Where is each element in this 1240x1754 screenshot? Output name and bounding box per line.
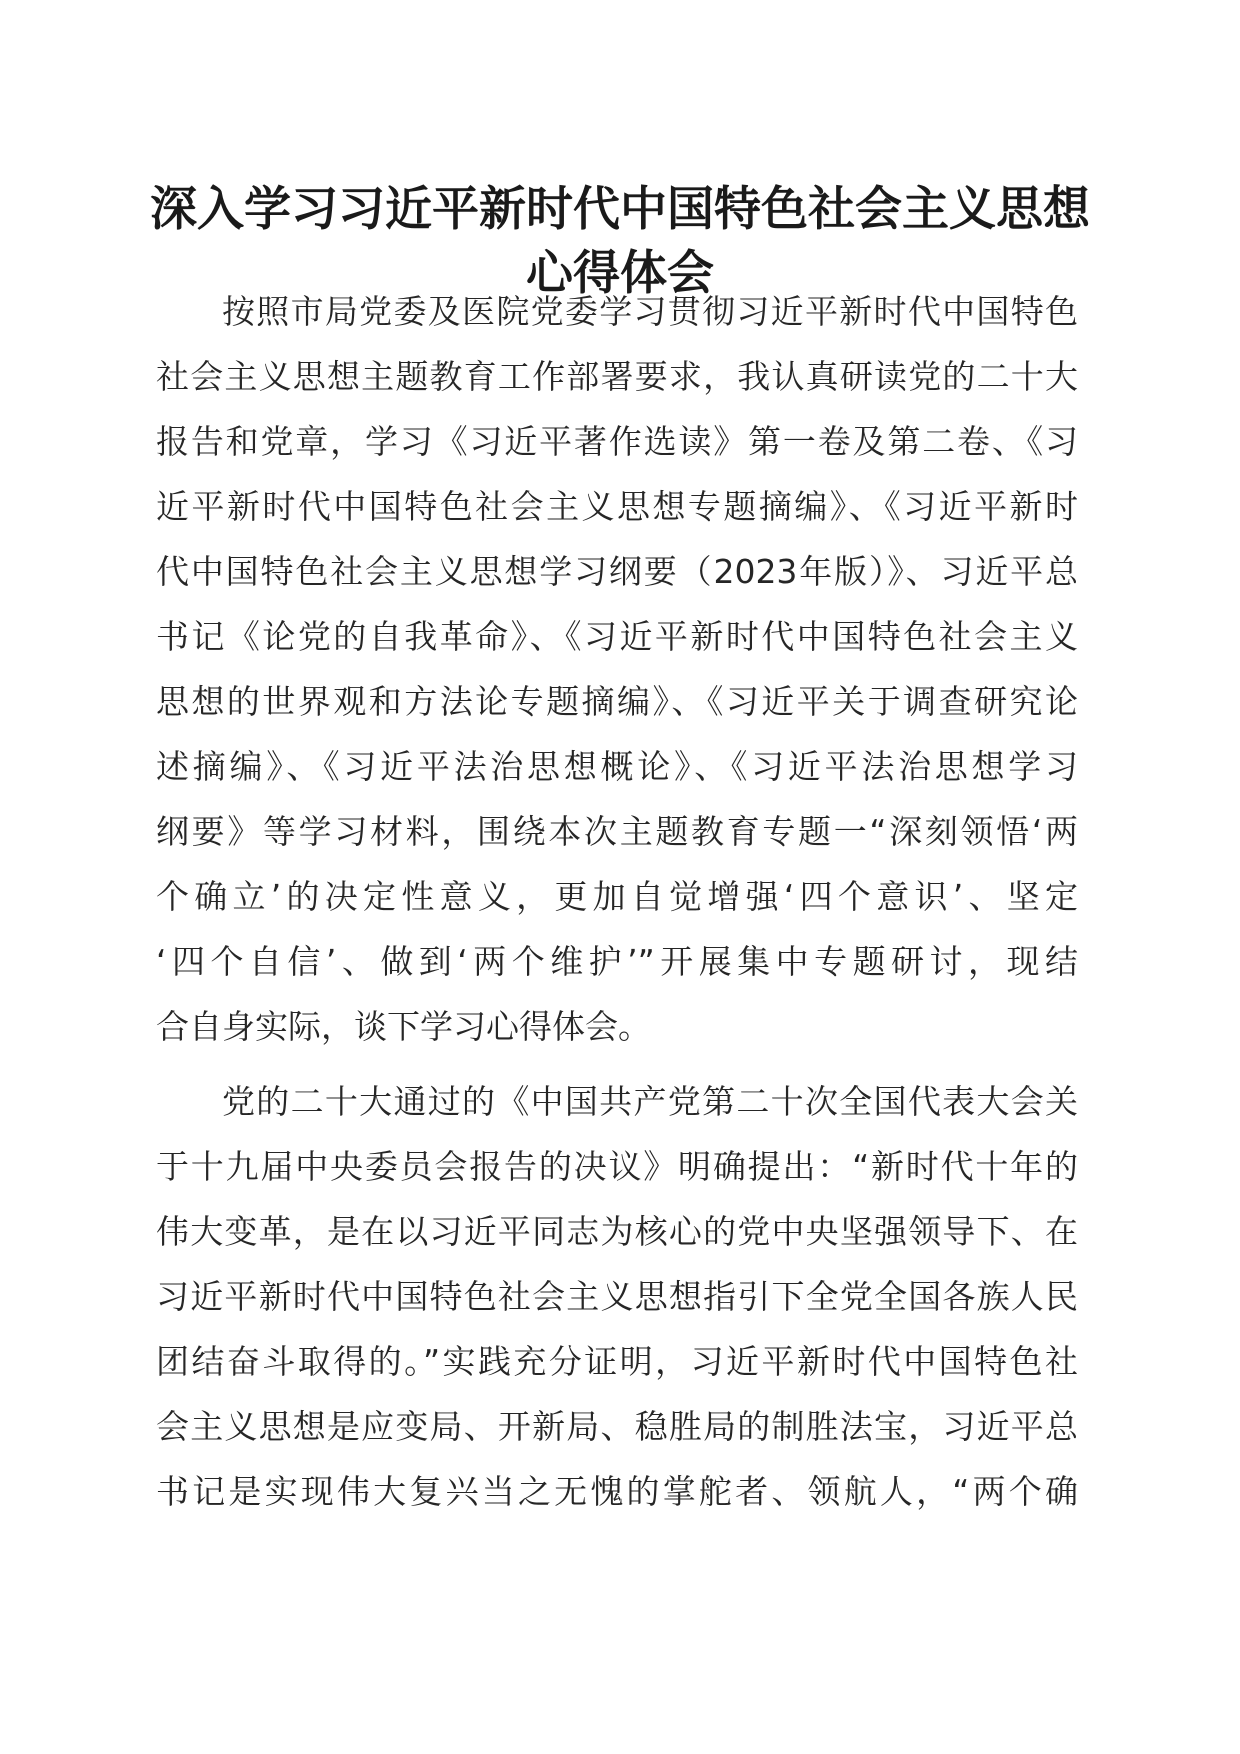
paragraph-line: 合自身实际，谈下学习心得体会。 — [156, 1007, 651, 1046]
paragraph-line: 个确立’的决定性意义，更加自觉增强‘四个意识’、坚定 — [156, 877, 1078, 916]
paragraph-line: 习近平新时代中国特色社会主义思想指引下全党全国各族人民 — [156, 1277, 1078, 1316]
paragraph-line: 近平新时代中国特色社会主义思想专题摘编》、《习近平新时 — [156, 487, 1078, 526]
paragraph-line: 团结奋斗取得的。”实践充分证明，习近平新时代中国特色社 — [156, 1342, 1078, 1381]
paragraph-line: 书记《论党的自我革命》、《习近平新时代中国特色社会主义 — [156, 617, 1078, 656]
document-title-line-1: 深入学习习近平新时代中国特色社会主义思想 — [150, 182, 1090, 237]
paragraph-line: 按照市局党委及医院党委学习贯彻习近平新时代中国特色 — [222, 292, 1078, 331]
paragraph-line: 报告和党章，学习《习近平著作选读》第一卷及第二卷、《习 — [156, 422, 1078, 461]
paragraph-line: 于十九届中央委员会报告的决议》明确提出：“新时代十年的 — [156, 1147, 1078, 1186]
paragraph-line: 代中国特色社会主义思想学习纲要（2023年版）》、习近平总 — [156, 552, 1078, 591]
document-title-line-2: 心得体会 — [526, 246, 714, 301]
paragraph-line: 思想的世界观和方法论专题摘编》、《习近平关于调查研究论 — [156, 682, 1078, 721]
paragraph-line: 党的二十大通过的《中国共产党第二十次全国代表大会关 — [222, 1082, 1078, 1121]
paragraph-line: 社会主义思想主题教育工作部署要求，我认真研读党的二十大 — [156, 357, 1078, 396]
paragraph-line: 纲要》等学习材料，围绕本次主题教育专题一“深刻领悟‘两 — [156, 812, 1078, 851]
paragraph-line: 会主义思想是应变局、开新局、稳胜局的制胜法宝，习近平总 — [156, 1407, 1078, 1446]
paragraph-line: 述摘编》、《习近平法治思想概论》、《习近平法治思想学习 — [156, 747, 1078, 786]
paragraph-line: ‘四个自信’、做到‘两个维护’”开展集中专题研讨，现结 — [156, 942, 1078, 981]
paragraph-line: 书记是实现伟大复兴当之无愧的掌舵者、领航人，“两个确 — [156, 1472, 1078, 1511]
paragraph-line: 伟大变革，是在以习近平同志为核心的党中央坚强领导下、在 — [156, 1212, 1078, 1251]
